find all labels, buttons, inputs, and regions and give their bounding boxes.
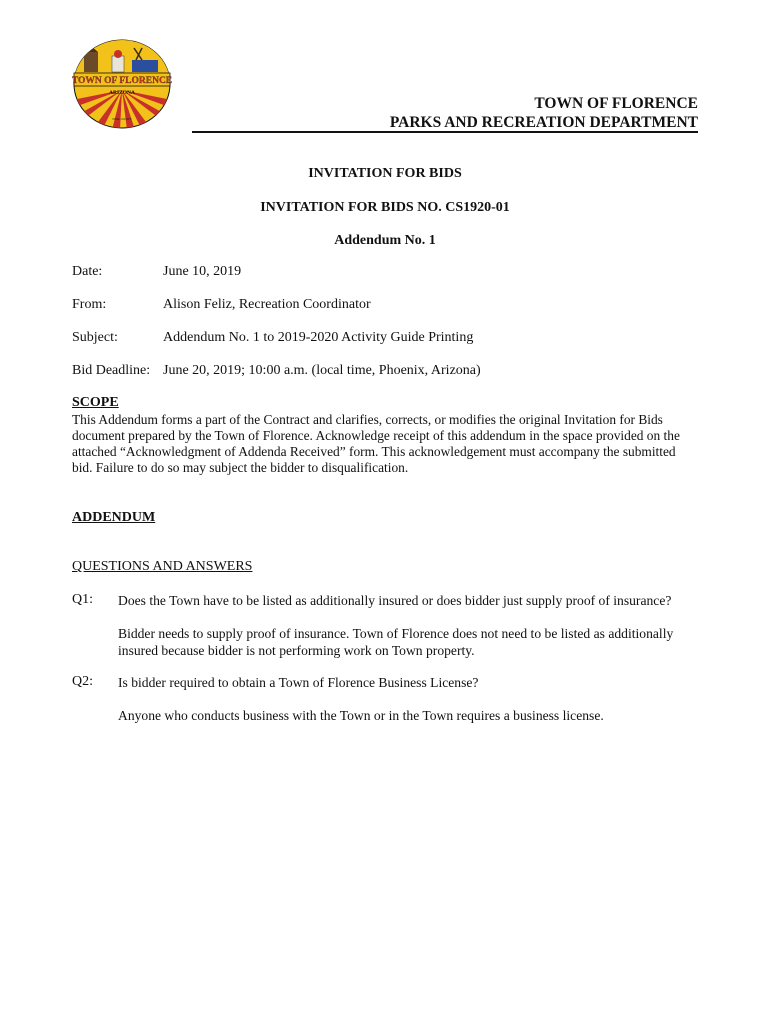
field-row-bid-deadline [72, 363, 481, 379]
question-label: Q2: [72, 674, 93, 689]
department-name: PARKS AND RECREATION DEPARTMENT [389, 114, 698, 131]
question-label: Q1: [72, 592, 93, 607]
doc-addendum-number: Addendum No. 1 [334, 233, 436, 248]
field-value: June 20, 2019; 10:00 a.m. (local time, Phoenix, Arizona) [163, 363, 481, 378]
field-row-subject [72, 330, 473, 346]
field-label: Date: [72, 264, 103, 279]
qa-heading: QUESTIONS AND ANSWERS [72, 559, 253, 574]
org-name: TOWN OF FLORENCE [534, 95, 698, 112]
doc-bid-number: INVITATION FOR BIDS NO. CS1920-01 [260, 200, 510, 215]
addendum-heading: ADDENDUM [72, 510, 156, 525]
answer-text: Bidder needs to supply proof of insurance. Town of Florence does not need to be listed as additionally insured because bidder is not performing work on Town property. [118, 626, 674, 658]
field-row-date [72, 264, 241, 280]
town-seal-logo [72, 38, 172, 130]
field-label: Subject: [72, 330, 118, 345]
answer-text: Anyone who conducts business with the Town or in the Town requires a business license. [118, 708, 604, 723]
field-value: June 10, 2019 [163, 264, 242, 279]
header-org [390, 94, 698, 132]
field-label: From: [72, 297, 107, 312]
scope-paragraph: This Addendum forms a part of the Contract and clarifies, corrects, or modifies the original Invitation for Bids document prepared by the Town of Florence. Acknowledge receipt of this addendum in the space provided on the attached “Acknowledgment of Addenda Received” form. This acknowledgement must accompany the submitted bid. Failure to do so may subject the bidder to disqualification. [72, 412, 680, 475]
field-row-from [72, 297, 371, 313]
field-label: Bid Deadline: [72, 363, 151, 378]
svg-text:ARIZONA: ARIZONA [109, 90, 135, 96]
field-value: Addendum No. 1 to 2019-2020 Activity Guide Printing [163, 330, 474, 345]
scope-heading: SCOPE [72, 395, 119, 410]
header-divider [192, 131, 698, 133]
doc-title: INVITATION FOR BIDS [308, 166, 462, 181]
question-text: Does the Town have to be listed as additionally insured or does bidder just supply proof of insurance? [118, 593, 672, 608]
question-text: Is bidder required to obtain a Town of Florence Business License? [118, 675, 479, 690]
field-value: Alison Feliz, Recreation Coordinator [163, 297, 371, 312]
svg-text:PINAL COUNTY: PINAL COUNTY [112, 118, 132, 121]
svg-text:TOWN OF FLORENCE: TOWN OF FLORENCE [72, 76, 172, 86]
